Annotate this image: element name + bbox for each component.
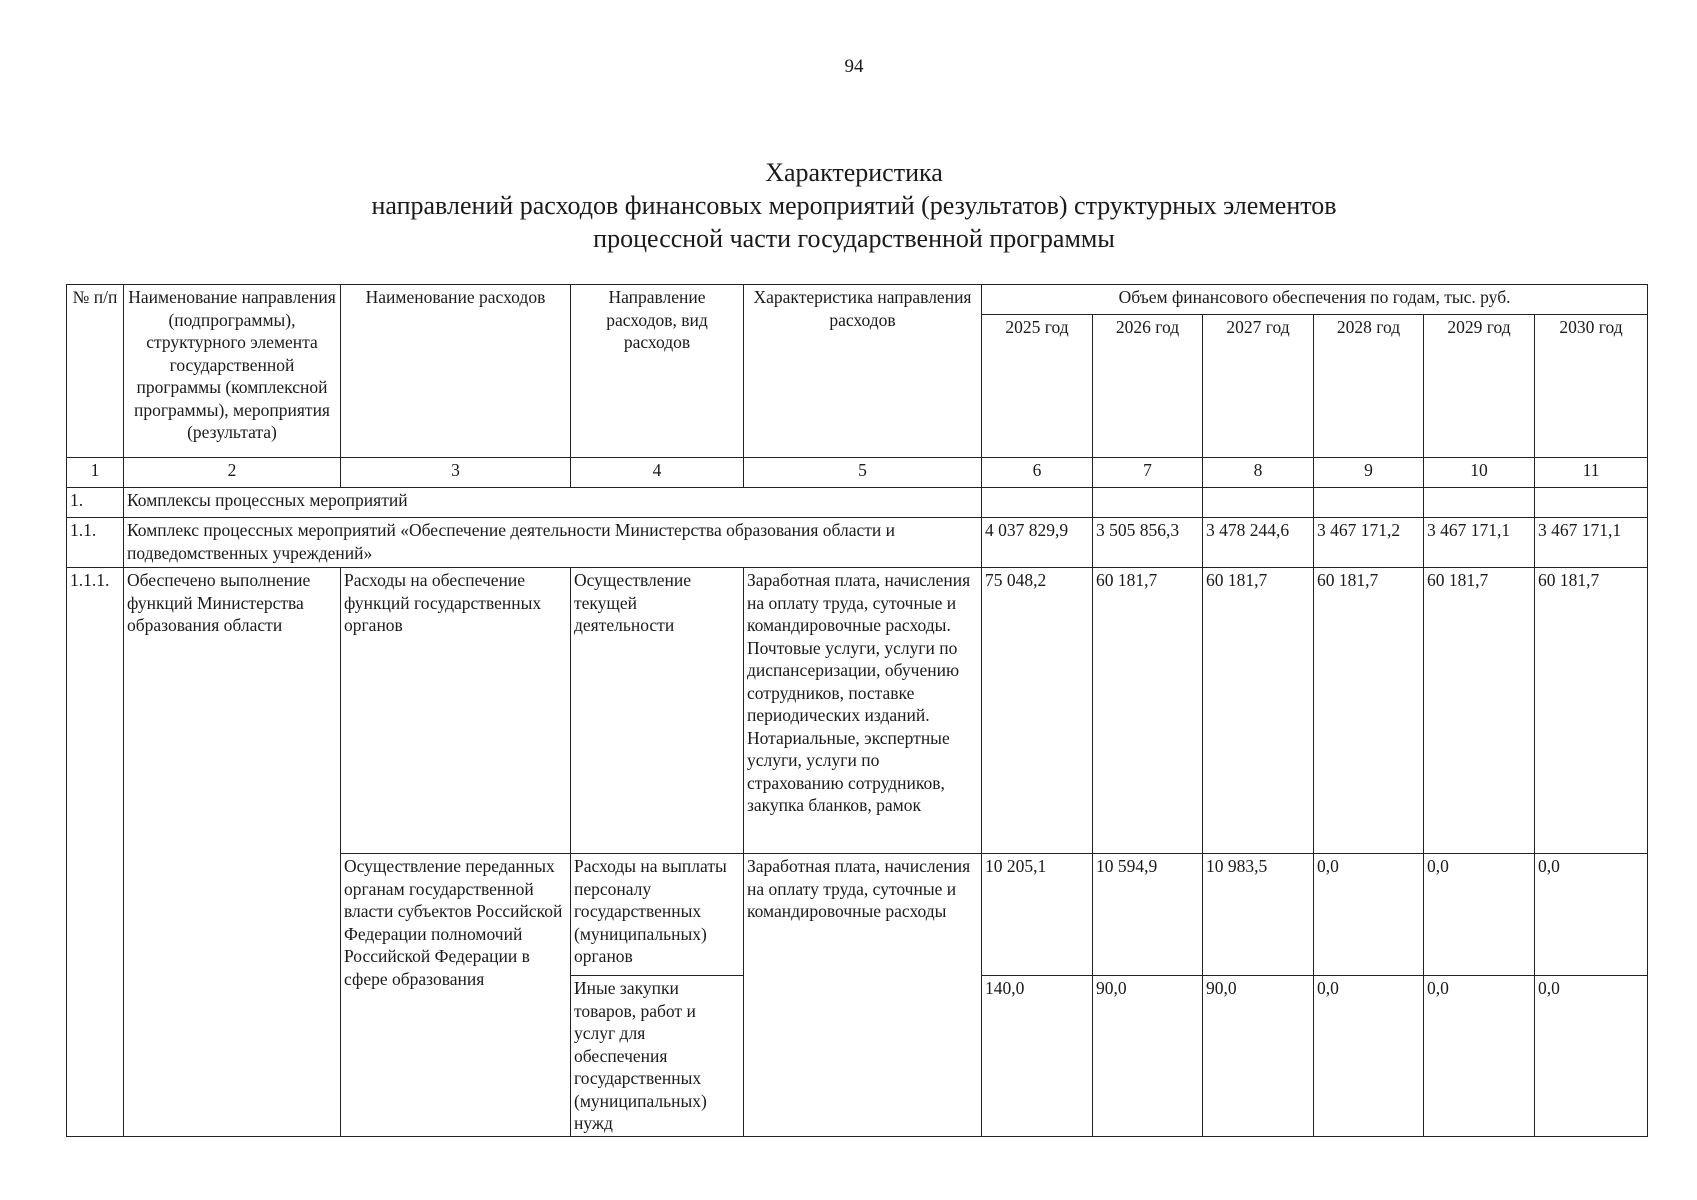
value-cell: 0,0 [1535, 976, 1648, 1137]
column-number: 9 [1314, 458, 1424, 488]
value-cell: 3 467 171,1 [1535, 518, 1648, 568]
column-number: 2 [124, 458, 341, 488]
column-number: 6 [982, 458, 1093, 488]
expense-direction: Иные закупки товаров, работ и услуг для обеспечения государственных (муниципальных) нужд [571, 976, 744, 1137]
column-number: 8 [1203, 458, 1314, 488]
title-line-3: процессной части государственной программы [593, 224, 1115, 253]
value-cell: 60 181,7 [1093, 568, 1203, 854]
header-expense-name: Наименование расходов [341, 285, 571, 458]
column-number: 10 [1424, 458, 1535, 488]
header-characteristic: Характеристика направления расходов [744, 285, 982, 458]
row-name: Обеспечено выполнение функций Министерства образования области [124, 568, 341, 1137]
row-number: 1.1. [67, 518, 124, 568]
value-cell: 10 983,5 [1203, 854, 1314, 976]
value-cell: 3 467 171,2 [1314, 518, 1424, 568]
expense-direction: Осуществление текущей деятельности [571, 568, 744, 854]
value-cell: 0,0 [1424, 854, 1535, 976]
row-name: Комплексы процессных мероприятий [124, 488, 982, 518]
header-year: 2027 год [1203, 315, 1314, 458]
value-cell: 60 181,7 [1424, 568, 1535, 854]
value-cell: 0,0 [1424, 976, 1535, 1137]
value-cell: 90,0 [1203, 976, 1314, 1137]
expense-direction: Расходы на выплаты персоналу государственных (муниципальных) органов [571, 854, 744, 976]
value-cell: 10 594,9 [1093, 854, 1203, 976]
column-number: 11 [1535, 458, 1648, 488]
table-row [67, 518, 1648, 568]
header-row [67, 285, 1648, 315]
value-cell: 0,0 [1535, 854, 1648, 976]
title-line-2: направлений расходов финансовых мероприятий (результатов) структурных элементов [371, 191, 1337, 220]
header-direction: Направление расходов, вид расходов [571, 285, 744, 458]
expense-characteristic: Заработная плата, начисления на оплату труда, суточные и командировочные расходы [744, 854, 982, 1137]
value-cell: 0,0 [1314, 854, 1424, 976]
header-year: 2025 год [982, 315, 1093, 458]
title-line-1: Характеристика [765, 158, 943, 187]
expense-name: Расходы на обеспечение функций государственных органов [341, 568, 571, 854]
column-numbers-row [67, 458, 1648, 488]
column-number: 4 [571, 458, 744, 488]
value-cell: 3 478 244,6 [1203, 518, 1314, 568]
header-finance-group: Объем финансового обеспечения по годам, тыс. руб. [982, 285, 1648, 315]
header-name: Наименование направления (подпрограммы), структурного элемента государственной программы (комплексной программы), мероприятия (результата) [124, 285, 341, 458]
value-cell: 3 505 856,3 [1093, 518, 1203, 568]
column-number: 1 [67, 458, 124, 488]
header-year: 2026 год [1093, 315, 1203, 458]
value-cell: 4 037 829,9 [982, 518, 1093, 568]
document-title [0, 156, 1697, 255]
page-number: 94 [844, 56, 864, 77]
expense-characteristic: Заработная плата, начисления на оплату труда, суточные и командировочные расходы. Почтовые услуги, услуги по диспансеризации, обучению сотрудников, поставке периодических изданий. Нотариальные, экспертные услуги, услуги по страхованию сотрудников, закупка бланков, рамок [744, 568, 982, 854]
row-name: Комплекс процессных мероприятий «Обеспечение деятельности Министерства образования области и подведомственных учреждений» [124, 518, 982, 568]
header-number: № п/п [67, 285, 124, 458]
table-row [67, 488, 1648, 518]
value-cell: 3 467 171,1 [1424, 518, 1535, 568]
column-number: 7 [1093, 458, 1203, 488]
value-cell: 75 048,2 [982, 568, 1093, 854]
value-cell: 140,0 [982, 976, 1093, 1137]
value-cell: 10 205,1 [982, 854, 1093, 976]
expenses-table [66, 284, 1648, 1137]
value-cell: 60 181,7 [1203, 568, 1314, 854]
header-year: 2028 год [1314, 315, 1424, 458]
column-number: 3 [341, 458, 571, 488]
row-number: 1. [67, 488, 124, 518]
header-year: 2030 год [1535, 315, 1648, 458]
header-year: 2029 год [1424, 315, 1535, 458]
value-cell: 90,0 [1093, 976, 1203, 1137]
expense-name: Осуществление переданных органам государственной власти субъектов Российской Федерации полномочий Российской Федерации в сфере образования [341, 854, 571, 1137]
value-cell: 60 181,7 [1314, 568, 1424, 854]
column-number: 5 [744, 458, 982, 488]
value-cell: 0,0 [1314, 976, 1424, 1137]
row-number: 1.1.1. [67, 568, 124, 1137]
table-row [67, 568, 1648, 854]
value-cell: 60 181,7 [1535, 568, 1648, 854]
